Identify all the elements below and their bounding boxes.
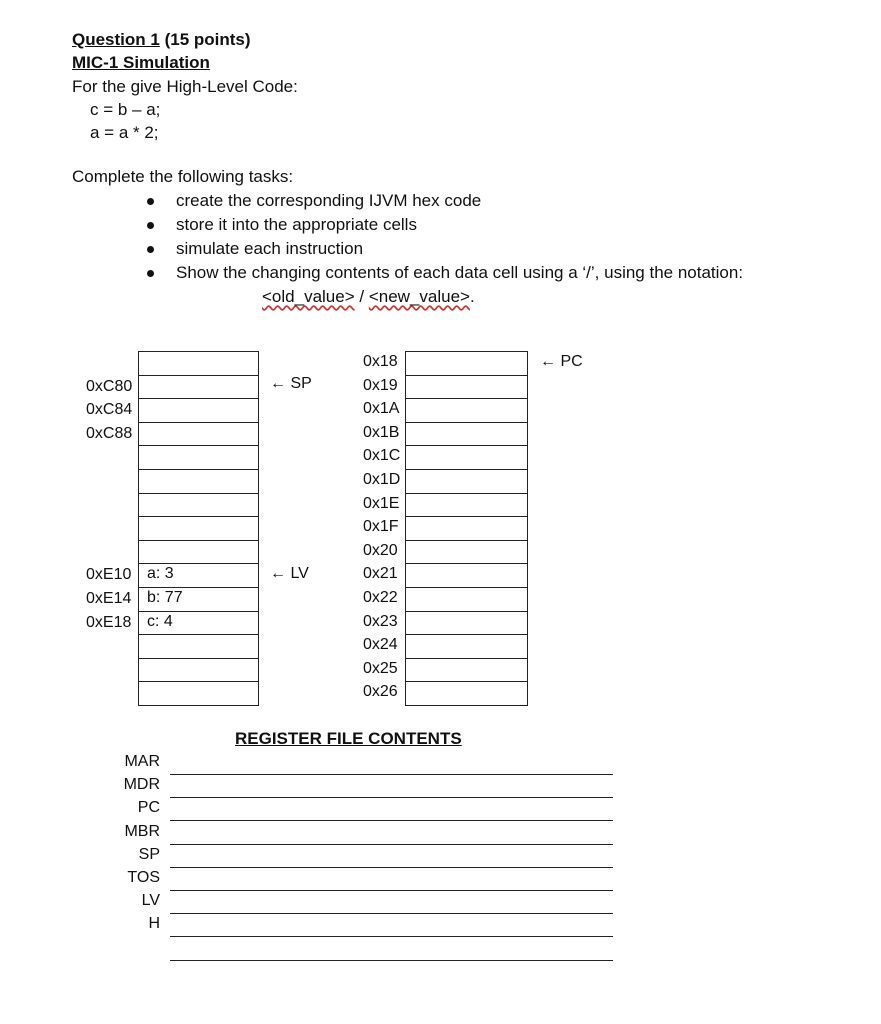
stack-address: 0xE10 xyxy=(86,566,132,584)
register-value-line[interactable] xyxy=(170,960,613,961)
bullet-icon xyxy=(147,198,154,205)
register-label: SP xyxy=(138,845,160,863)
stack-address: 0xE18 xyxy=(86,613,132,631)
stack-cell[interactable] xyxy=(138,422,259,447)
task-item: simulate each instruction xyxy=(176,239,364,258)
method-area-address: 0x24 xyxy=(363,636,398,654)
register-label: MAR xyxy=(124,753,160,770)
register-value-line[interactable] xyxy=(170,774,613,775)
question-points: (15 points) xyxy=(159,30,251,49)
method-area-address: 0x18 xyxy=(363,353,398,370)
method-area-address: 0x20 xyxy=(363,541,398,559)
register-value-line[interactable] xyxy=(170,913,613,914)
register-value-line[interactable] xyxy=(170,936,613,937)
method-area-cell[interactable] xyxy=(405,375,528,400)
method-area-address: 0x1D xyxy=(363,471,401,488)
sp-pointer: ← SP xyxy=(270,375,312,392)
subtitle: MIC-1 Simulation xyxy=(72,53,210,72)
notation-separator: / xyxy=(354,287,369,306)
stack-address: 0xE14 xyxy=(86,590,132,607)
method-area-address: 0x1B xyxy=(363,423,400,441)
notation xyxy=(262,287,475,307)
method-area-cell[interactable] xyxy=(405,611,528,636)
method-area-address: 0x25 xyxy=(363,659,398,677)
stack-cell[interactable] xyxy=(138,445,259,470)
method-area-address: 0x23 xyxy=(363,612,398,630)
stack-cell[interactable] xyxy=(138,398,259,423)
method-area-cell[interactable] xyxy=(405,540,528,565)
stack-cell[interactable] xyxy=(138,658,259,683)
method-area-cell[interactable] xyxy=(405,351,528,376)
method-area-cell[interactable] xyxy=(405,587,528,612)
bullet-icon xyxy=(147,246,154,253)
task-item: Show the changing contents of each data cell using a ‘/’, using the notation: xyxy=(176,263,744,282)
register-value-line[interactable] xyxy=(170,867,613,868)
register-value-line[interactable] xyxy=(170,820,613,821)
code-line-2: a = a * 2; xyxy=(90,123,159,142)
stack-cell[interactable] xyxy=(138,375,259,400)
stack-cell[interactable]: b: 77 xyxy=(138,587,259,612)
stack-address: 0xC88 xyxy=(86,424,133,442)
method-area-cell[interactable] xyxy=(405,634,528,659)
method-area-address: 0x26 xyxy=(363,683,398,701)
stack-cell[interactable]: a: 3 xyxy=(138,563,259,588)
method-area-address: 0x1F xyxy=(363,518,399,536)
method-area-cell[interactable] xyxy=(405,563,528,588)
stack-cell[interactable] xyxy=(138,681,259,706)
stack-address: 0xC84 xyxy=(86,401,133,419)
register-label: MBR xyxy=(124,822,160,840)
stack-cell[interactable] xyxy=(138,469,259,494)
code-line-1: c = b – a; xyxy=(90,100,161,119)
bullet-icon xyxy=(147,270,154,277)
register-file-title: REGISTER FILE CONTENTS xyxy=(235,729,462,748)
method-area-cell[interactable] xyxy=(405,469,528,494)
method-area-address: 0x19 xyxy=(363,376,398,394)
task-item: create the corresponding IJVM hex code xyxy=(176,191,482,210)
method-area-address: 0x1E xyxy=(363,494,400,512)
stack-cell[interactable] xyxy=(138,540,259,565)
method-area-cell[interactable] xyxy=(405,681,528,706)
stack-cell[interactable] xyxy=(138,493,259,518)
method-area-cell[interactable] xyxy=(405,493,528,518)
lv-pointer: ← LV xyxy=(270,565,309,582)
register-label: TOS xyxy=(127,869,160,886)
method-area-cell[interactable] xyxy=(405,445,528,470)
method-area-address: 0x1C xyxy=(363,447,401,465)
stack-cell[interactable] xyxy=(138,516,259,541)
tasks-heading: Complete the following tasks: xyxy=(72,167,294,186)
stack-cell[interactable] xyxy=(138,351,259,376)
bullet-icon xyxy=(147,222,154,229)
notation-new: <new_value> xyxy=(368,287,470,306)
method-area-cell[interactable] xyxy=(405,516,528,541)
register-value-line[interactable] xyxy=(170,890,613,891)
register-label: MDR xyxy=(123,776,160,794)
task-item: store it into the appropriate cells xyxy=(176,215,417,234)
method-area-address: 0x21 xyxy=(363,565,398,583)
stack-address: 0xC80 xyxy=(86,377,133,395)
notation-end: . xyxy=(469,287,475,306)
register-value-line[interactable] xyxy=(170,797,613,798)
method-area-cell[interactable] xyxy=(405,422,528,447)
register-value-line[interactable] xyxy=(170,844,613,845)
register-label: PC xyxy=(137,799,160,817)
intro-text: For the give High-Level Code: xyxy=(72,77,298,96)
register-label: H xyxy=(148,915,160,933)
method-area-cell[interactable] xyxy=(405,658,528,683)
method-area-address: 0x1A xyxy=(363,400,400,418)
stack-cell[interactable] xyxy=(138,634,259,659)
question-title: Question 1 xyxy=(72,30,160,49)
method-area-address: 0x22 xyxy=(363,589,398,606)
stack-cell[interactable]: c: 4 xyxy=(138,611,259,636)
pc-pointer: ← PC xyxy=(540,353,583,370)
question-header xyxy=(72,30,251,50)
register-label: LV xyxy=(141,892,160,910)
notation-old: <old_value> xyxy=(262,287,355,306)
method-area-cell[interactable] xyxy=(405,398,528,423)
